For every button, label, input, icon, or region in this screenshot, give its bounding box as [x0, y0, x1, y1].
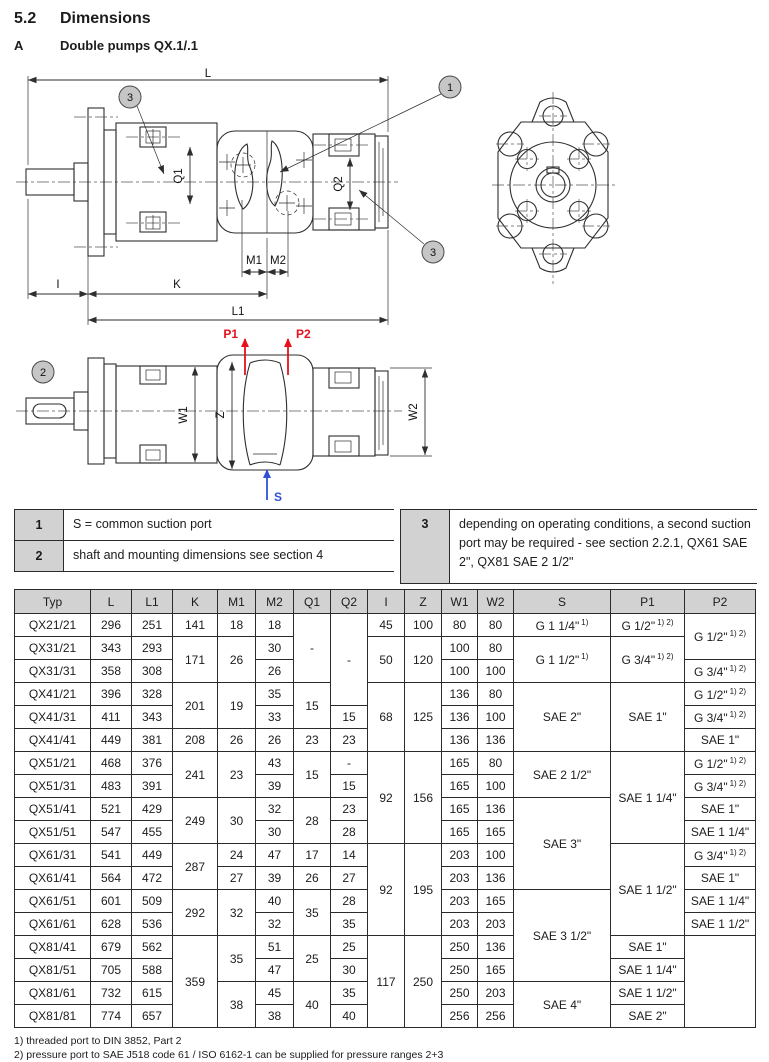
- dimension-table: [14, 589, 756, 1028]
- table-cell: 203: [442, 844, 478, 867]
- table-cell: 80: [478, 637, 514, 660]
- front-view-drawing: [488, 88, 703, 288]
- table-cell: 47: [256, 959, 294, 982]
- balloon-2-label: 2: [39, 367, 47, 379]
- table-cell: G 3/4" $^{1) 2)}$: [685, 660, 756, 683]
- suction-kidney-right: [267, 141, 283, 206]
- port-arrow-P2: [288, 327, 311, 375]
- table-cell: 17: [294, 844, 331, 867]
- table-cell: 117: [368, 936, 405, 1028]
- table-cell: 657: [132, 1005, 173, 1028]
- table-cell: G 3/4" $^{1) 2)}$: [685, 844, 756, 867]
- table-cell: 26: [218, 637, 256, 683]
- table-cell: 26: [256, 729, 294, 752]
- table-cell: 14: [331, 844, 368, 867]
- footnote-1: 1) threaded port to DIN 3852, Part 2: [14, 1035, 182, 1047]
- table-cell: 564: [91, 867, 132, 890]
- side-view-drawing: [14, 68, 464, 333]
- table-cell: 547: [91, 821, 132, 844]
- suction-kidney-left: [235, 144, 253, 209]
- note-text: depending on operating conditions, a second suction port may be required - see section 2.2.1, QX61 SAE 2", QX81 SAE 2 1/2": [459, 517, 751, 569]
- table-row: [15, 844, 756, 867]
- table-cell: 201: [173, 683, 218, 729]
- column-header: W2: [478, 590, 514, 614]
- table-cell: 136: [478, 729, 514, 752]
- table-row: [15, 936, 756, 959]
- table-cell: SAE 3 1/2": [514, 890, 611, 982]
- table-cell: 615: [132, 982, 173, 1005]
- table-cell: SAE 1": [611, 936, 685, 959]
- dim-W2: [390, 368, 432, 456]
- table-cell: 536: [132, 913, 173, 936]
- table-cell: 541: [91, 844, 132, 867]
- footnote-ref: 1): [581, 617, 589, 627]
- table-cell: 203: [478, 913, 514, 936]
- item-letter: A: [14, 38, 24, 53]
- dim-label-W2: W2: [408, 403, 420, 421]
- column-header: Q2: [331, 590, 368, 614]
- table-cell: 32: [256, 798, 294, 821]
- table-cell: QX81/51: [15, 959, 91, 982]
- table-cell: 358: [91, 660, 132, 683]
- notes-box-right: [400, 509, 757, 584]
- table-cell: SAE 2 1/2": [514, 752, 611, 798]
- table-cell: 18: [256, 614, 294, 637]
- table-cell: 136: [442, 729, 478, 752]
- table-cell: SAE 1": [611, 683, 685, 752]
- column-header: Typ: [15, 590, 91, 614]
- table-cell: 68: [368, 683, 405, 752]
- table-cell: 50: [368, 637, 405, 683]
- table-cell: 588: [132, 959, 173, 982]
- table-cell: QX81/81: [15, 1005, 91, 1028]
- table-cell: 256: [478, 1005, 514, 1028]
- table-cell: 28: [294, 798, 331, 844]
- table-cell: 208: [173, 729, 218, 752]
- footnote-ref: 1) 2): [657, 652, 674, 661]
- table-cell: 15: [331, 775, 368, 798]
- table-cell: 38: [218, 982, 256, 1028]
- table-cell: SAE 1 1/4": [685, 890, 756, 913]
- table-cell: SAE 1 1/4": [611, 959, 685, 982]
- table-cell: -: [331, 752, 368, 775]
- table-cell: 92: [368, 752, 405, 844]
- table-cell: 468: [91, 752, 132, 775]
- table-cell: G 1/2" $^{1) 2)}$: [685, 614, 756, 660]
- table-cell: 100: [405, 614, 442, 637]
- dimension-table-wrap: [14, 589, 756, 1028]
- table-cell: QX41/31: [15, 706, 91, 729]
- footnote-ref: 1): [581, 652, 589, 661]
- table-cell: 23: [218, 752, 256, 798]
- table-cell: 203: [442, 890, 478, 913]
- dim-L: [28, 68, 388, 165]
- table-cell: 241: [173, 752, 218, 798]
- column-header: M1: [218, 590, 256, 614]
- table-cell: 32: [256, 913, 294, 936]
- table-cell: SAE 2": [514, 683, 611, 752]
- table-cell: QX81/61: [15, 982, 91, 1005]
- table-cell: 35: [331, 913, 368, 936]
- footnote-ref: 1) 2): [729, 629, 747, 638]
- table-cell: 679: [91, 936, 132, 959]
- table-cell: -: [331, 614, 368, 706]
- dim-W1: [178, 367, 195, 462]
- table-cell: 250: [442, 982, 478, 1005]
- column-header: S: [514, 590, 611, 614]
- balloon-3-top-label: 3: [126, 92, 134, 104]
- dim-Q2: [333, 158, 350, 210]
- table-cell: 30: [256, 637, 294, 660]
- table-cell: 203: [478, 982, 514, 1005]
- table-cell: 381: [132, 729, 173, 752]
- table-cell: 250: [405, 936, 442, 1028]
- table-cell: 732: [91, 982, 132, 1005]
- note-text: S = common suction port: [73, 517, 212, 531]
- table-cell: 411: [91, 706, 132, 729]
- table-cell: 429: [132, 798, 173, 821]
- dim-label-I: I: [56, 279, 60, 291]
- table-cell: 35: [256, 683, 294, 706]
- table-cell: 628: [91, 913, 132, 936]
- table-cell: 80: [442, 614, 478, 637]
- port-label-P1: P1: [223, 327, 238, 341]
- column-header: Z: [405, 590, 442, 614]
- dim-label-M2: M2: [270, 255, 286, 267]
- footnote-ref: 1) 2): [729, 755, 747, 765]
- table-cell: G 3/4" $^{1) 2)}$: [685, 706, 756, 729]
- table-cell: SAE 1 1/2": [685, 913, 756, 936]
- table-cell: QX21/21: [15, 614, 91, 637]
- table-cell: QX51/21: [15, 752, 91, 775]
- table-cell: 43: [256, 752, 294, 775]
- table-cell: 165: [478, 821, 514, 844]
- column-header: L: [91, 590, 132, 614]
- dim-label-M1: M1: [246, 255, 262, 267]
- section-number: 5.2: [14, 10, 37, 27]
- table-cell: QX51/41: [15, 798, 91, 821]
- column-header: M2: [256, 590, 294, 614]
- table-cell: 28: [331, 890, 368, 913]
- table-cell: 100: [478, 844, 514, 867]
- table-cell: 120: [405, 637, 442, 683]
- table-cell: 509: [132, 890, 173, 913]
- table-cell: 165: [442, 821, 478, 844]
- table-cell: 35: [294, 890, 331, 936]
- note-number: 3: [400, 510, 450, 583]
- table-cell: G 1/2" $^{1) 2)}$: [611, 614, 685, 637]
- table-cell: 195: [405, 844, 442, 936]
- table-cell: 562: [132, 936, 173, 959]
- notes-box-left: [14, 509, 394, 572]
- dim-label-L: L: [204, 68, 212, 80]
- table-cell: SAE 1 1/2": [611, 982, 685, 1005]
- table-cell: 40: [294, 982, 331, 1028]
- column-header: W1: [442, 590, 478, 614]
- table-cell: QX61/61: [15, 913, 91, 936]
- table-cell: 33: [256, 706, 294, 729]
- table-cell: 39: [256, 775, 294, 798]
- table-cell: SAE 1": [685, 798, 756, 821]
- table-cell: QX81/41: [15, 936, 91, 959]
- table-cell: 136: [478, 936, 514, 959]
- table-cell: 449: [132, 844, 173, 867]
- footnote-ref: 1) 2): [729, 709, 747, 719]
- dim-label-L1: L1: [231, 306, 245, 318]
- table-row: [15, 614, 756, 637]
- table-cell: SAE 1": [685, 867, 756, 890]
- table-cell: SAE 1 1/4": [611, 752, 685, 844]
- table-cell: SAE 1 1/2": [611, 844, 685, 936]
- table-cell: 51: [256, 936, 294, 959]
- table-cell: QX41/41: [15, 729, 91, 752]
- table-cell: 23: [294, 729, 331, 752]
- table-cell: -: [294, 614, 331, 683]
- table-cell: 396: [91, 683, 132, 706]
- table-cell: 92: [368, 844, 405, 936]
- item-heading: [14, 38, 198, 53]
- table-cell: 100: [478, 775, 514, 798]
- table-cell: 80: [478, 683, 514, 706]
- table-cell: 250: [442, 936, 478, 959]
- table-row: [15, 637, 756, 660]
- table-cell: 601: [91, 890, 132, 913]
- table-cell: 376: [132, 752, 173, 775]
- dim-label-W1: W1: [178, 406, 190, 424]
- port-arrow-S: [267, 470, 282, 504]
- table-cell: 171: [173, 637, 218, 683]
- table-cell: 26: [218, 729, 256, 752]
- balloon-3-bottom: [359, 190, 444, 263]
- table-cell: 136: [478, 798, 514, 821]
- footnote-ref: 1) 2): [729, 847, 747, 857]
- dim-label-Z: Z: [215, 411, 227, 419]
- top-view-drawing: [14, 323, 464, 508]
- table-cell: 391: [132, 775, 173, 798]
- table-cell: QX41/21: [15, 683, 91, 706]
- table-cell: 32: [218, 890, 256, 936]
- table-cell: 455: [132, 821, 173, 844]
- table-cell: 45: [256, 982, 294, 1005]
- table-cell: 483: [91, 775, 132, 798]
- note-row: [400, 509, 757, 584]
- footnotes: [14, 1034, 443, 1062]
- balloon-3-bottom-label: 3: [429, 247, 437, 259]
- footnote-ref: 1) 2): [729, 663, 747, 673]
- table-cell: 328: [132, 683, 173, 706]
- table-cell: 343: [91, 637, 132, 660]
- table-cell: 251: [132, 614, 173, 637]
- table-cell: G 1 1/4" $^{1)}$: [514, 614, 611, 637]
- port-label-S: S: [274, 490, 283, 504]
- column-header: P2: [685, 590, 756, 614]
- table-cell: 26: [256, 660, 294, 683]
- note-number: 2: [14, 541, 64, 571]
- table-cell: 249: [173, 798, 218, 844]
- footnote-ref: 1) 2): [657, 617, 674, 627]
- table-cell: 47: [256, 844, 294, 867]
- table-cell: G 1 1/2" $^{1)}$: [514, 637, 611, 683]
- table-cell: 292: [173, 890, 218, 936]
- table-cell: 165: [442, 775, 478, 798]
- table-cell: 26: [294, 867, 331, 890]
- table-cell: 19: [218, 683, 256, 729]
- column-header: P1: [611, 590, 685, 614]
- footnote-2: 2) pressure port to SAE J518 code 61 / ISO 6162-1 can be supplied for pressure ranges 2+3: [14, 1049, 444, 1062]
- table-cell: 203: [442, 867, 478, 890]
- balloon-3-top: [119, 86, 164, 174]
- table-cell: 296: [91, 614, 132, 637]
- table-cell: 250: [442, 959, 478, 982]
- balloon-1-label: 1: [446, 82, 454, 94]
- table-cell: SAE 1": [685, 729, 756, 752]
- table-cell: 80: [478, 752, 514, 775]
- table-cell: SAE 2": [611, 1005, 685, 1028]
- note-text: shaft and mounting dimensions see section 4: [73, 548, 324, 562]
- balloon-1: [280, 76, 461, 172]
- table-cell: 156: [405, 752, 442, 844]
- table-cell: G 1/2" $^{1) 2)}$: [685, 752, 756, 775]
- table-cell: 308: [132, 660, 173, 683]
- balloon-2: [32, 361, 54, 383]
- table-cell: 27: [218, 867, 256, 890]
- table-cell: 293: [132, 637, 173, 660]
- table-cell: 136: [478, 867, 514, 890]
- footnote-ref: 1) 2): [729, 686, 747, 696]
- table-header-row: [15, 590, 756, 614]
- table-cell: 30: [218, 798, 256, 844]
- table-cell: 27: [331, 867, 368, 890]
- table-cell: 125: [405, 683, 442, 752]
- table-cell: 35: [218, 936, 256, 982]
- note-number: 1: [14, 510, 64, 540]
- table-cell: G 3/4" $^{1) 2)}$: [685, 775, 756, 798]
- table-cell: 100: [442, 660, 478, 683]
- table-cell: 165: [478, 890, 514, 913]
- table-cell: QX31/21: [15, 637, 91, 660]
- column-header: Q1: [294, 590, 331, 614]
- table-cell: 203: [442, 913, 478, 936]
- table-cell: 15: [331, 706, 368, 729]
- table-cell: 136: [442, 683, 478, 706]
- table-cell: 472: [132, 867, 173, 890]
- table-cell: 30: [256, 821, 294, 844]
- footnote-ref: 1) 2): [729, 778, 747, 788]
- table-cell: 25: [331, 936, 368, 959]
- column-header: L1: [132, 590, 173, 614]
- table-cell: 165: [442, 798, 478, 821]
- table-cell: 30: [331, 959, 368, 982]
- table-cell: 45: [368, 614, 405, 637]
- dim-label-K: K: [173, 279, 181, 291]
- table-row: [15, 752, 756, 775]
- table-cell: 38: [256, 1005, 294, 1028]
- table-cell: 100: [478, 660, 514, 683]
- table-cell: G 3/4" $^{1) 2)}$: [611, 637, 685, 683]
- table-cell: 15: [294, 683, 331, 729]
- section-heading: [14, 10, 151, 28]
- table-cell: 449: [91, 729, 132, 752]
- table-cell: QX61/51: [15, 890, 91, 913]
- table-cell: 39: [256, 867, 294, 890]
- table-cell: QX61/31: [15, 844, 91, 867]
- table-cell: 705: [91, 959, 132, 982]
- port-arrow-P1: [223, 327, 245, 375]
- table-cell: 28: [331, 821, 368, 844]
- table-cell: SAE 3": [514, 798, 611, 890]
- table-cell: QX51/51: [15, 821, 91, 844]
- table-cell: SAE 4": [514, 982, 611, 1028]
- table-cell: 774: [91, 1005, 132, 1028]
- dim-label-Q2: Q2: [333, 176, 345, 192]
- table-cell: 24: [218, 844, 256, 867]
- column-header: I: [368, 590, 405, 614]
- table-cell: 40: [331, 1005, 368, 1028]
- table-cell: 136: [442, 706, 478, 729]
- table-row: [15, 683, 756, 706]
- dim-M1-M2: [242, 200, 288, 277]
- table-cell: 80: [478, 614, 514, 637]
- pump-body-outline: [26, 355, 388, 470]
- table-cell: QX61/41: [15, 867, 91, 890]
- table-cell: 141: [173, 614, 218, 637]
- table-cell: 35: [331, 982, 368, 1005]
- dim-L1: [88, 230, 388, 325]
- port-label-P2: P2: [296, 327, 311, 341]
- table-cell: 23: [331, 798, 368, 821]
- dim-label-Q1: Q1: [173, 168, 185, 184]
- table-cell: G 1/2" $^{1) 2)}$: [685, 683, 756, 706]
- table-cell: 100: [442, 637, 478, 660]
- note-row: [14, 540, 394, 572]
- table-cell: 23: [331, 729, 368, 752]
- page-title: Dimensions: [60, 10, 151, 27]
- table-cell: 256: [442, 1005, 478, 1028]
- table-cell: 100: [478, 706, 514, 729]
- table-cell: 165: [478, 959, 514, 982]
- table-cell: 359: [173, 936, 218, 1028]
- table-cell: 25: [294, 936, 331, 982]
- dim-Q1: [173, 147, 190, 204]
- table-cell: 287: [173, 844, 218, 890]
- table-cell: 18: [218, 614, 256, 637]
- table-cell: 343: [132, 706, 173, 729]
- table-cell: 40: [256, 890, 294, 913]
- item-title: Double pumps QX.1/.1: [60, 38, 198, 53]
- note-row: [14, 509, 394, 540]
- table-cell: QX51/31: [15, 775, 91, 798]
- column-header: K: [173, 590, 218, 614]
- table-cell: QX31/31: [15, 660, 91, 683]
- table-cell: 15: [294, 752, 331, 798]
- table-cell: 521: [91, 798, 132, 821]
- table-cell: 165: [442, 752, 478, 775]
- table-cell: SAE 1 1/4": [685, 821, 756, 844]
